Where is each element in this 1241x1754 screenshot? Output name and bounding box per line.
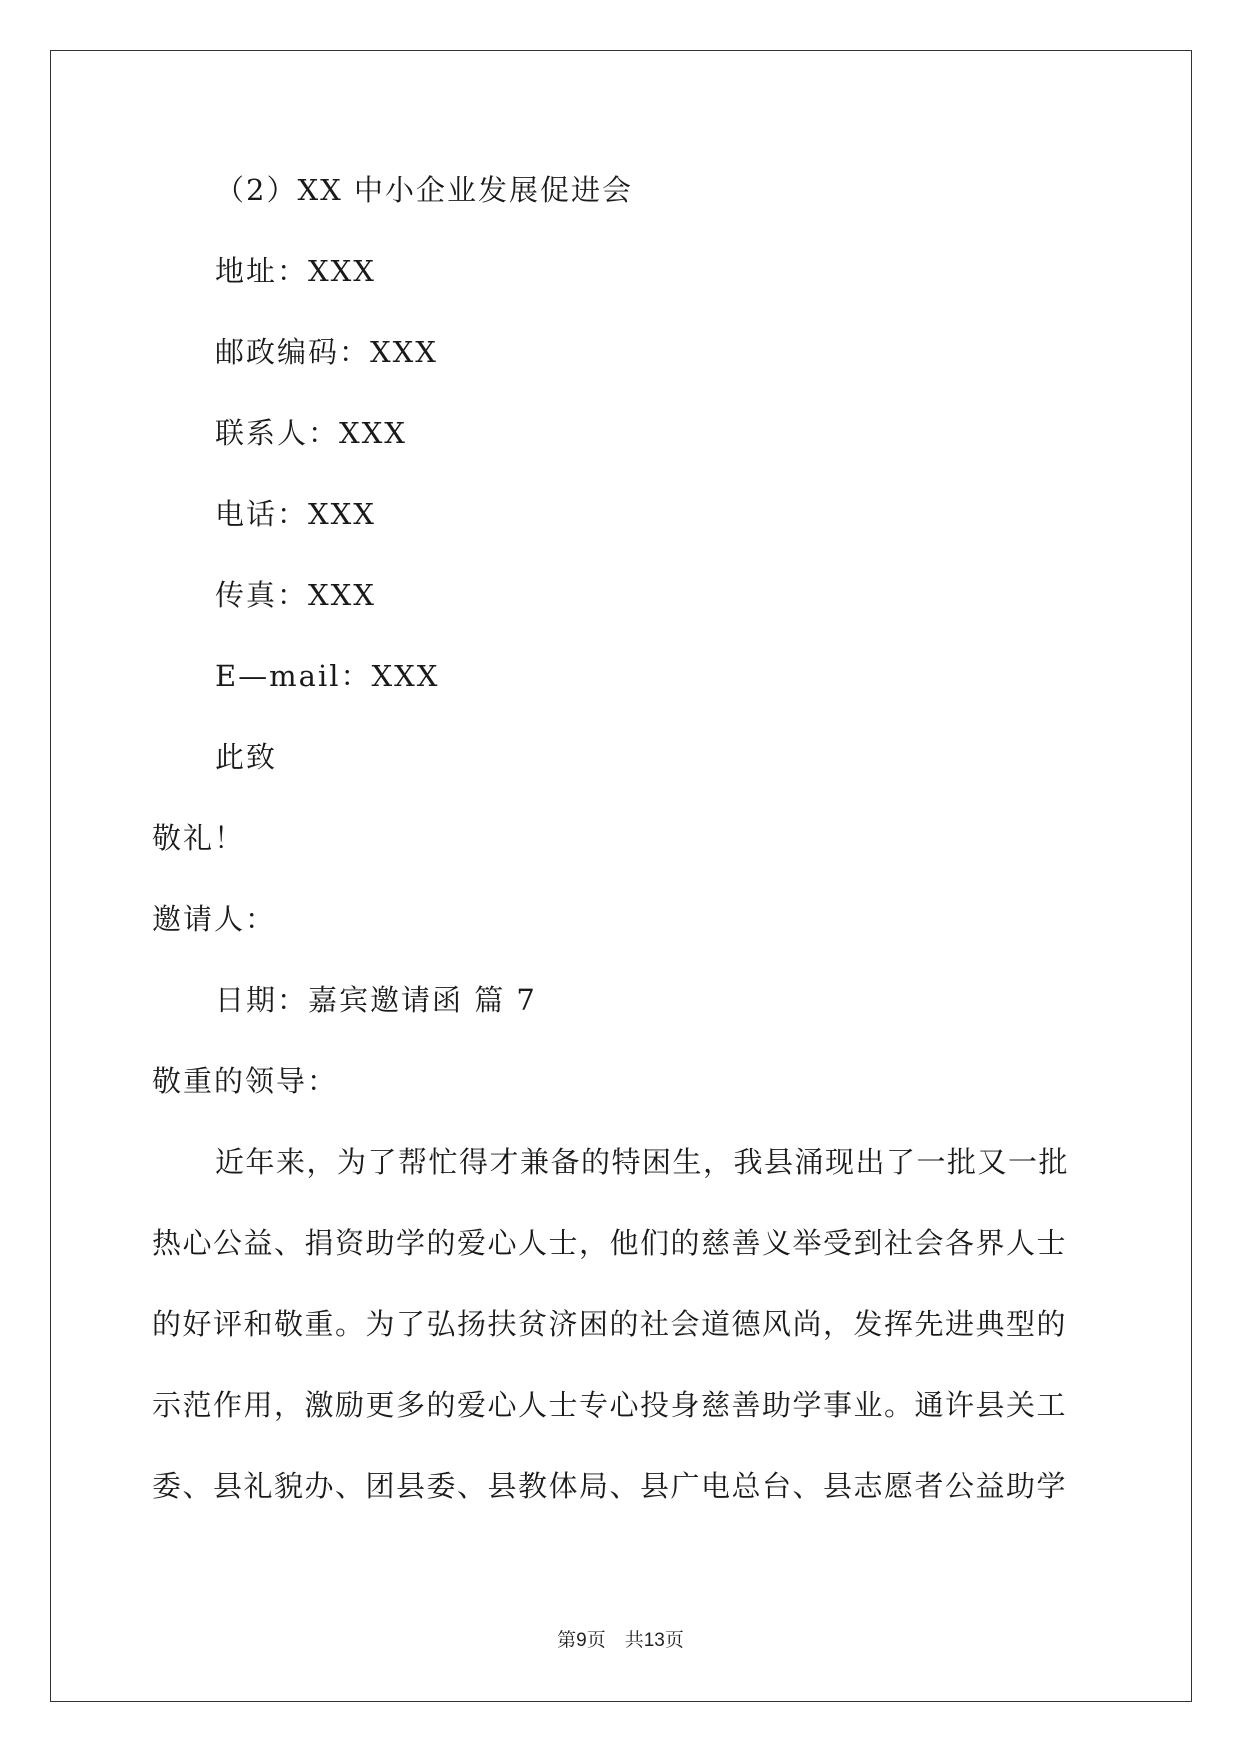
page-border — [50, 50, 1192, 1702]
paragraph-line: 热心公益、捐资助学的爱心人士，他们的慈善义举受到社会各界人士 — [152, 1226, 1068, 1260]
page-footer — [0, 1628, 1241, 1653]
phone-line: 电话：XXX — [215, 497, 376, 531]
salutation-line: 敬礼！ — [152, 821, 246, 855]
paragraph-line: 委、县礼貌办、团县委、县教体局、县广电总台、县志愿者公益助学 — [152, 1469, 1068, 1503]
paragraph-line: 近年来，为了帮忙得才兼备的特困生，我县涌现出了一批又一批 — [215, 1145, 1070, 1179]
date-line: 日期：嘉宾邀请函 篇 7 — [215, 983, 537, 1017]
paragraph-line: 的好评和敬重。为了弘扬扶贫济困的社会道德风尚，发挥先进典型的 — [152, 1307, 1068, 1341]
closing-line: 此致 — [215, 740, 278, 774]
greeting-line: 敬重的领导： — [152, 1064, 339, 1098]
paragraph-line: 示范作用，激励更多的爱心人士专心投身慈善助学事业。通许县关工 — [152, 1388, 1068, 1422]
email-line: E—mail：XXX — [215, 659, 440, 693]
footer-suffix: 页 — [664, 1629, 684, 1651]
fax-line: 传真：XXX — [215, 578, 376, 612]
inviter-line: 邀请人： — [152, 902, 277, 936]
contact-line: 联系人：XXX — [215, 416, 407, 450]
address-line: 地址：XXX — [215, 254, 376, 288]
org-heading: （2）XX 中小企业发展促进会 — [215, 173, 633, 207]
footer-prefix: 第 — [557, 1629, 577, 1651]
footer-mid: 页 共 — [586, 1629, 644, 1651]
footer-total-pages: 13 — [643, 1630, 665, 1651]
footer-page-number: 9 — [576, 1630, 587, 1651]
postcode-line: 邮政编码：XXX — [215, 335, 438, 369]
